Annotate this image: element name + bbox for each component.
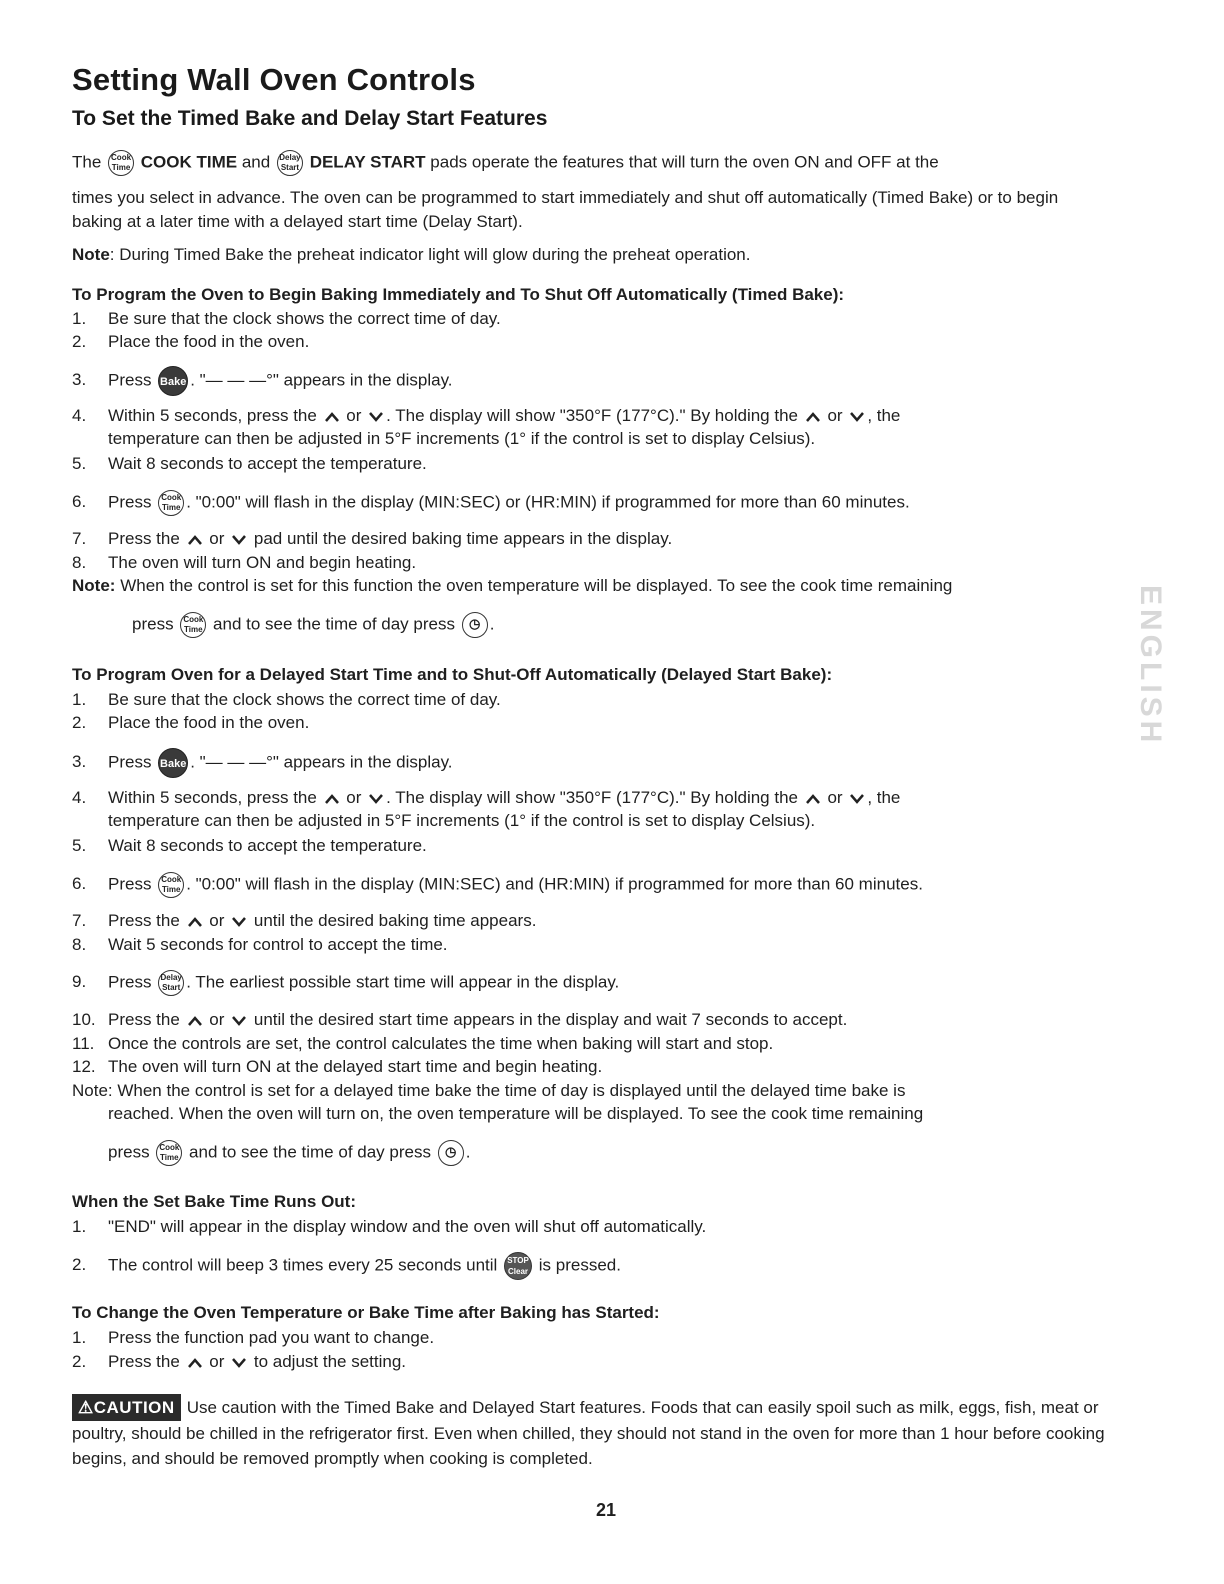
up-arrow-icon — [325, 412, 339, 422]
list-item: 11. Once the controls are set, the control calculates the time when baking will start and stop. — [72, 1034, 774, 1053]
delay-start-pad-icon: Delay Start — [277, 150, 303, 176]
up-arrow-icon — [188, 917, 202, 927]
list-item: 3. Press Bake . "— — —°" appears in the display. — [72, 366, 453, 396]
intro-paragraph: times you select in advance. The oven can be programmed to start immediately and shut off automatically (Timed Bake) or to begin baking at a later time with a delayed start time (Delay Start). — [72, 188, 1059, 231]
intro-note: Note: During Timed Bake the preheat indicator light will glow during the preheat operation. — [72, 245, 751, 264]
list-item: 8. Wait 5 seconds for control to accept the time. — [72, 935, 448, 954]
caution-paragraph: ⚠CAUTION Use caution with the Timed Bake and Delayed Start features. Foods that can easily spoil such as milk, eggs, fish, meat or poultry, should be chilled in the refrigerator first. Even when chilled, they should not stand in the oven for more than 1 hour before cooking begins, and should be removed promptly when cooking is completed. — [72, 1394, 1112, 1471]
cook-time-pad-icon: Cook Time — [158, 872, 184, 898]
note-continuation: press Cook Time and to see the time of day press ◷ . — [108, 1140, 470, 1166]
delay-start-pad-icon: Delay Start — [158, 970, 184, 996]
cook-time-pad-icon: Cook Time — [156, 1140, 182, 1166]
up-arrow-icon — [325, 794, 339, 804]
stop-clear-pad-icon: STOP Clear — [504, 1252, 532, 1280]
list-item: 6. Press Cook Time . "0:00" will flash in the display (MIN:SEC) and (HR:MIN) if programmed for more than 60 minutes. — [72, 872, 923, 898]
note: Note: When the control is set for this function the oven temperature will be displayed. To see the cook time remaining — [72, 576, 953, 595]
list-item: 1. Press the function pad you want to change. — [72, 1328, 435, 1347]
up-arrow-icon — [188, 535, 202, 545]
bake-pad-icon: Bake — [158, 748, 188, 778]
list-item: 5. Wait 8 seconds to accept the temperature. — [72, 836, 427, 855]
cook-time-pad-icon: Cook Time — [158, 490, 184, 516]
page-title: Setting Wall Oven Controls — [72, 62, 476, 97]
clock-pad-icon: ◷ — [462, 612, 488, 638]
list-item: 9. Press Delay Start . The earliest possible start time will appear in the display. — [72, 970, 619, 996]
list-item: 1. Be sure that the clock shows the correct time of day. — [72, 309, 501, 328]
section-heading-timed-bake: To Program the Oven to Begin Baking Immediately and To Shut Off Automatically (Timed Bake): — [72, 285, 845, 304]
down-arrow-icon — [850, 794, 864, 804]
list-item: 1. Be sure that the clock shows the correct time of day. — [72, 690, 501, 709]
note: Note: When the control is set for a delayed time bake the time of day is displayed until the delayed time bake is — [72, 1081, 906, 1100]
list-item: 3. Press Bake . "— — —°" appears in the display. — [72, 748, 453, 778]
caution-badge: ⚠CAUTION — [72, 1394, 181, 1421]
up-arrow-icon — [806, 412, 820, 422]
list-item: 7. Press the or until the desired baking time appears. — [72, 911, 537, 930]
page-subtitle: To Set the Timed Bake and Delay Start Features — [72, 107, 548, 130]
down-arrow-icon — [369, 412, 383, 422]
intro-line-1: The Cook Time COOK TIME and Delay Start DELAY START pads operate the features that will turn the oven ON and OFF at the — [72, 150, 939, 176]
note-continuation: press Cook Time and to see the time of day press ◷ . — [132, 612, 494, 638]
list-item: 1. "END" will appear in the display window and the oven will shut off automatically. — [72, 1217, 707, 1236]
list-item: 2. The control will beep 3 times every 25 seconds until STOP Clear is pressed. — [72, 1252, 621, 1280]
section-heading-time-runs-out: When the Set Bake Time Runs Out: — [72, 1192, 357, 1211]
clock-pad-icon: ◷ — [438, 1140, 464, 1166]
list-item: 2. Press the or to adjust the setting. — [72, 1352, 407, 1371]
down-arrow-icon — [232, 1358, 246, 1368]
cook-time-pad-icon: Cook Time — [108, 150, 134, 176]
list-item: 10. Press the or until the desired start time appears in the display and wait 7 seconds to accept. — [72, 1010, 848, 1029]
language-tab: ENGLISH — [1134, 585, 1167, 747]
list-item: 6. Press Cook Time . "0:00" will flash in the display (MIN:SEC) or (HR:MIN) if programmed for more than 60 minutes. — [72, 490, 910, 516]
list-item: 8. The oven will turn ON and begin heating. — [72, 553, 417, 572]
list-item: 12. The oven will turn ON at the delayed start time and begin heating. — [72, 1057, 603, 1076]
cook-time-pad-icon: Cook Time — [180, 612, 206, 638]
up-arrow-icon — [188, 1358, 202, 1368]
note-continuation: reached. When the oven will turn on, the oven temperature will be displayed. To see the cook time remaining — [108, 1104, 924, 1123]
section-heading-delayed-start: To Program Oven for a Delayed Start Time and to Shut-Off Automatically (Delayed Start Bake): — [72, 665, 833, 684]
list-item: 4. Within 5 seconds, press the or . The display will show "350°F (177°C)." By holding the or , the temperature can then be adjusted in 5°F increments (1° if the control is set to display Celsius). — [72, 788, 901, 830]
list-item: 2. Place the food in the oven. — [72, 713, 310, 732]
up-arrow-icon — [188, 1016, 202, 1026]
list-item: 4. Within 5 seconds, press the or . The display will show "350°F (177°C)." By holding the or , the temperature can then be adjusted in 5°F increments (1° if the control is set to display Celsius). — [72, 406, 901, 448]
bake-pad-icon: Bake — [158, 366, 188, 396]
page-number: 21 — [596, 1500, 617, 1520]
down-arrow-icon — [232, 917, 246, 927]
up-arrow-icon — [806, 794, 820, 804]
section-heading-change-settings: To Change the Oven Temperature or Bake Time after Baking has Started: — [72, 1303, 660, 1322]
down-arrow-icon — [369, 794, 383, 804]
down-arrow-icon — [232, 1016, 246, 1026]
list-item: 7. Press the or pad until the desired baking time appears in the display. — [72, 529, 673, 548]
down-arrow-icon — [850, 412, 864, 422]
list-item: 5. Wait 8 seconds to accept the temperature. — [72, 454, 427, 473]
list-item: 2. Place the food in the oven. — [72, 332, 310, 351]
down-arrow-icon — [232, 535, 246, 545]
